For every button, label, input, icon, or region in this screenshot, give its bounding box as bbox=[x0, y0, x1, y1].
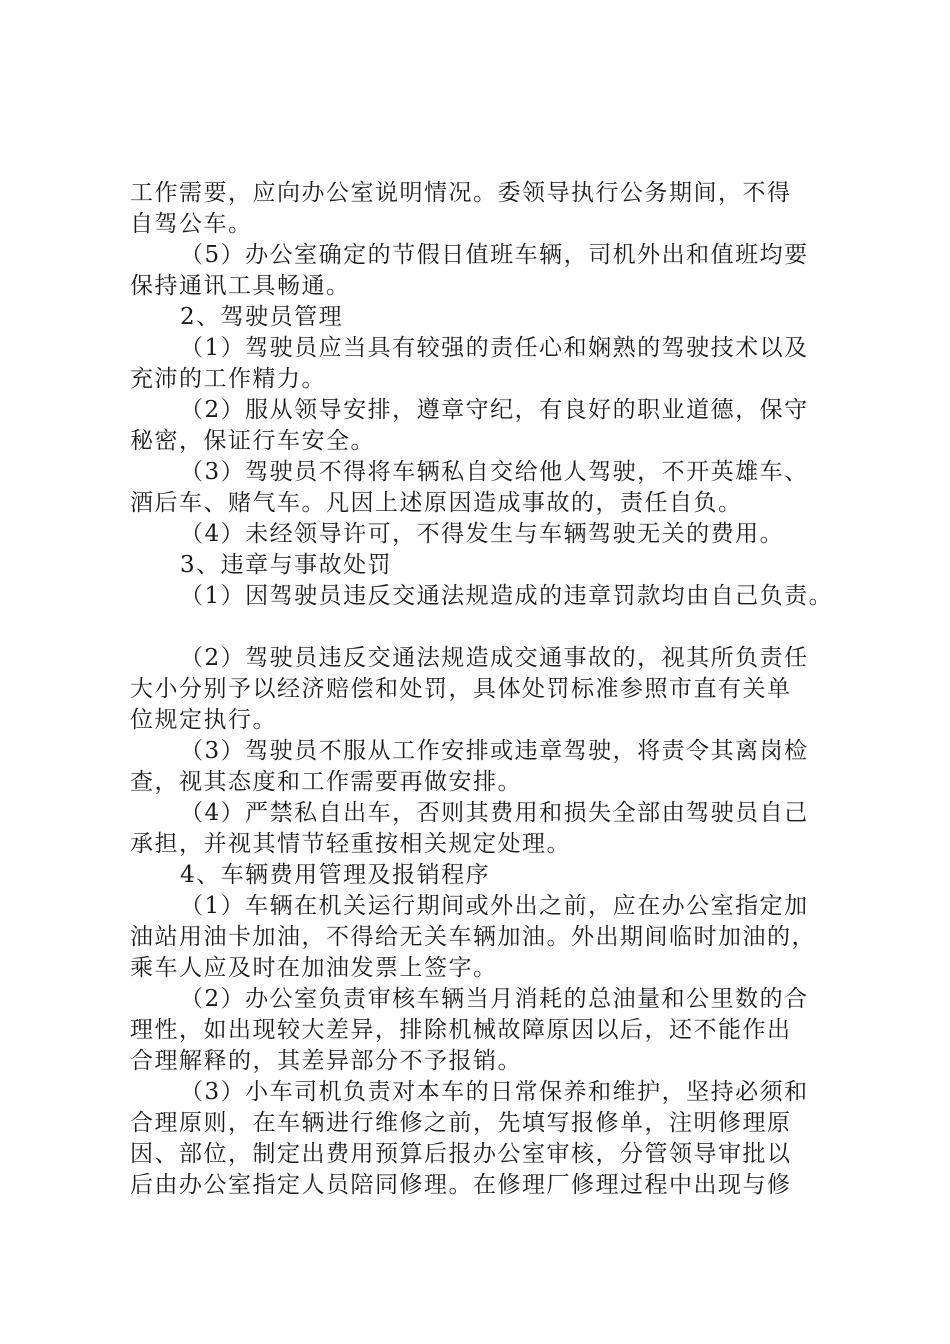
section-heading: 3、违章与事故处罚 bbox=[180, 552, 393, 578]
text-line: 承担，并视其情节轻重按相关规定处理。 bbox=[130, 831, 571, 857]
text-line: （2）驾驶员违反交通法规造成交通事故的，视其所负责任 bbox=[180, 645, 809, 671]
text-line: （3）小车司机负责对本车的日常保养和维护，坚持必须和 bbox=[180, 1079, 809, 1105]
section-heading: 2、驾驶员管理 bbox=[180, 304, 344, 330]
text-line: （1）因驾驶员违反交通法规造成的违章罚款均由自己负责。 bbox=[180, 583, 834, 609]
blank-line bbox=[130, 612, 835, 643]
text-line: 大小分别予以经济赔偿和处罚，具体处罚标准参照市直有关单 bbox=[130, 676, 792, 702]
text-line: 合理解释的，其差异部分不予报销。 bbox=[130, 1048, 522, 1074]
section-heading: 4、车辆费用管理及报销程序 bbox=[180, 862, 491, 888]
text-line: 保持通讯工具畅通。 bbox=[130, 273, 351, 299]
text-line: 乘车人应及时在加油发票上签字。 bbox=[130, 955, 498, 981]
text-line: 充沛的工作精力。 bbox=[130, 366, 326, 392]
text-line: 油站用油卡加油，不得给无关车辆加油。外出期间临时加油的， bbox=[130, 924, 816, 950]
text-line: （4）严禁私自出车，否则其费用和损失全部由驾驶员自己 bbox=[180, 800, 809, 826]
text-line: （3）驾驶员不服从工作安排或违章驾驶，将责令其离岗检 bbox=[180, 738, 809, 764]
document-body bbox=[130, 178, 835, 1201]
text-line: 自驾公车。 bbox=[130, 211, 253, 237]
text-line: 秘密，保证行车安全。 bbox=[130, 428, 375, 454]
text-line: （3）驾驶员不得将车辆私自交给他人驾驶，不开英雄车、 bbox=[180, 459, 809, 485]
text-line: 酒后车、赌气车。凡因上述原因造成事故的，责任自负。 bbox=[130, 490, 743, 516]
text-line: （2）办公室负责审核车辆当月消耗的总油量和公里数的合 bbox=[180, 986, 809, 1012]
text-line: （2）服从领导安排，遵章守纪，有良好的职业道德，保守 bbox=[180, 397, 809, 423]
text-line: 合理原则，在车辆进行维修之前，先填写报修单，注明修理原 bbox=[130, 1110, 792, 1136]
text-line: 位规定执行。 bbox=[130, 707, 277, 733]
text-line: （1）驾驶员应当具有较强的责任心和娴熟的驾驶技术以及 bbox=[180, 335, 809, 361]
text-line: （1）车辆在机关运行期间或外出之前，应在办公室指定加 bbox=[180, 893, 809, 919]
text-line: 工作需要，应向办公室说明情况。委领导执行公务期间，不得 bbox=[130, 180, 792, 206]
text-line: 因、部位，制定出费用预算后报办公室审核，分管领导审批以 bbox=[130, 1141, 792, 1167]
text-line: （5）办公室确定的节假日值班车辆，司机外出和值班均要 bbox=[180, 242, 809, 268]
text-line: 理性，如出现较大差异，排除机械故障原因以后，还不能作出 bbox=[130, 1017, 792, 1043]
text-line: 查，视其态度和工作需要再做安排。 bbox=[130, 769, 522, 795]
text-line: 后由办公室指定人员陪同修理。在修理厂修理过程中出现与修 bbox=[130, 1172, 792, 1198]
text-line: （4）未经领导许可，不得发生与车辆驾驶无关的费用。 bbox=[180, 521, 785, 547]
